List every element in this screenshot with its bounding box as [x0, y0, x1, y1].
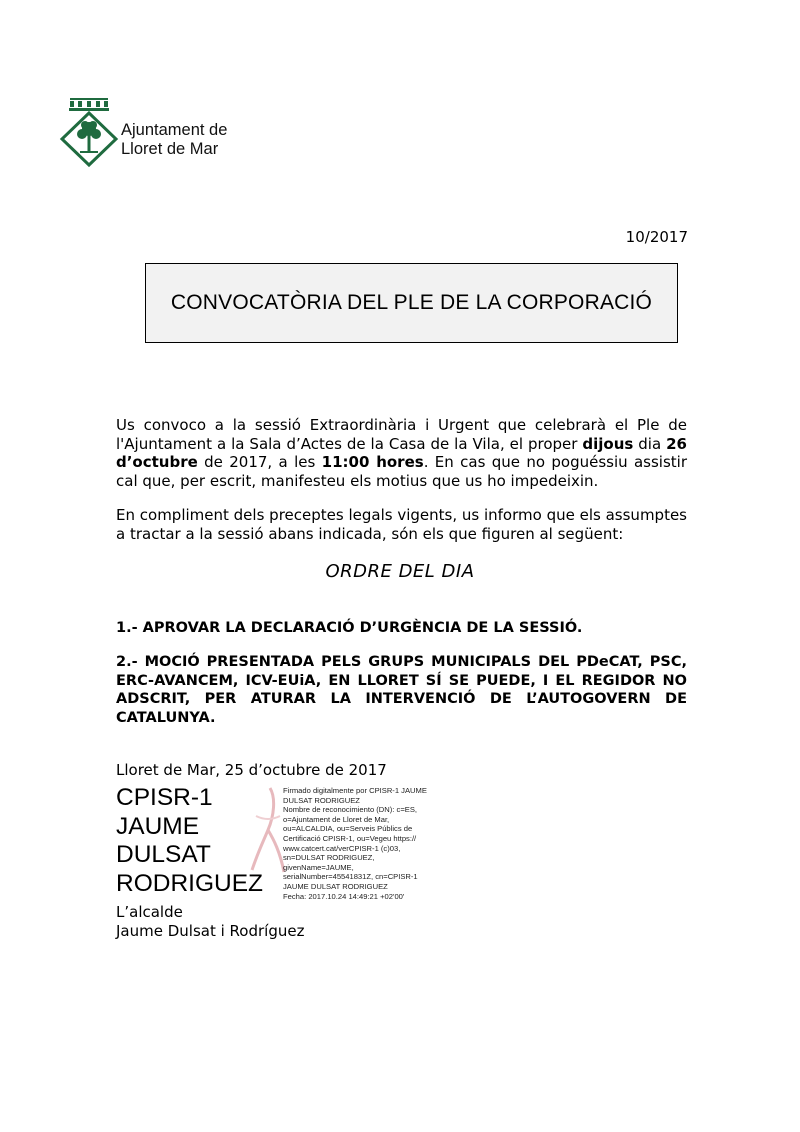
signer-role: L’alcalde — [116, 903, 183, 921]
lloret-coat-of-arms-logo — [58, 96, 120, 168]
signature-detail-line: givenName=JAUME, — [283, 862, 354, 872]
convocation-paragraph — [116, 416, 687, 490]
signature-stamp-icon — [246, 786, 286, 876]
organization-name — [121, 121, 227, 159]
title-box — [145, 263, 678, 343]
paragraph-text: dia — [633, 434, 667, 453]
signature-name-line: JAUME — [116, 812, 200, 840]
signature-detail-line: Fecha: 2017.10.24 14:49:21 +02'00' — [283, 891, 405, 901]
signature-name-line: DULSAT — [116, 841, 211, 868]
signature-detail-line: Firmado digitalmente por CPISR-1 JAUME — [283, 786, 427, 795]
signature-detail-line: www.catcert.cat/verCPISR-1 (c)03, — [283, 843, 401, 853]
agenda-item-1: 1.- APROVAR LA DECLARACIÓ D’URGÈNCIA DE LA SESSIÓ. — [116, 620, 583, 636]
date-highlight: 26 d’octubre — [116, 434, 687, 471]
place-and-date: Lloret de Mar, 25 d’octubre de 2017 — [116, 761, 387, 779]
signature-detail-line: serialNumber=45541831Z, cn=CPISR-1 — [283, 872, 418, 882]
weekday-highlight: dijous — [582, 434, 634, 453]
signature-detail-line: ou=ALCALDIA, ou=Serveis Públics de — [283, 824, 413, 834]
agenda-item-2: 2.- MOCIÓ PRESENTADA PELS GRUPS MUNICIPALS DEL PDeCAT, PSC, ERC-AVANCEM, ICV-EUiA, EN LLORET SÍ SE PUEDE, I EL REGIDOR NO ADSCRIT, PER ATURAR LA INTERVENCIÓ DE L’AUTOGOVERN DE CATALUNYA. — [116, 654, 687, 726]
organization-name-line2: Lloret de Mar — [121, 140, 219, 158]
digital-signature-name — [116, 784, 263, 898]
signature-detail-line: JAUME DULSAT RODRIGUEZ — [283, 881, 388, 891]
signer-block — [116, 903, 304, 941]
organization-name-line1: Ajuntament de — [121, 121, 228, 139]
digital-signature-details — [283, 786, 427, 901]
agenda-title: ORDRE DEL DIA — [325, 561, 475, 582]
signature-detail-line: Nombre de reconocimiento (DN): c=ES, — [283, 805, 417, 815]
paragraph-text: . En cas que no poguéssiu assistir cal que, per escrit, manifesteu els motius que us ho impedeixin. — [116, 453, 688, 490]
signature-name-line: CPISR-1 — [116, 784, 213, 811]
signature-detail-line: o=Ajuntament de Lloret de Mar, — [283, 814, 390, 824]
document-reference: 10/2017 — [625, 228, 688, 246]
signature-name-line: RODRIGUEZ — [116, 869, 263, 897]
signer-name: Jaume Dulsat i Rodríguez — [116, 922, 305, 940]
signature-detail-line: DULSAT RODRIGUEZ — [283, 795, 360, 805]
paragraph-text: Us convoco a la sessió Extraordinària i Urgent que celebrarà el Ple de l'Ajuntament a la Sala d’Actes de la Casa de la Vila, el proper — [116, 416, 687, 453]
compliance-paragraph: En compliment dels preceptes legals vigents, us informo que els assumptes a tractar a la sessió abans indicada, són els que figuren al següent: — [116, 506, 687, 543]
signature-detail-line: Certificació CPISR-1, ou=Vegeu https:// — [283, 833, 417, 843]
time-highlight: 11:00 hores — [321, 453, 424, 471]
paragraph-text: de 2017, a les — [197, 453, 322, 471]
document-title: CONVOCATÒRIA DEL PLE DE LA CORPORACIÓ — [170, 291, 653, 314]
signature-detail-line: sn=DULSAT RODRIGUEZ, — [283, 853, 375, 863]
